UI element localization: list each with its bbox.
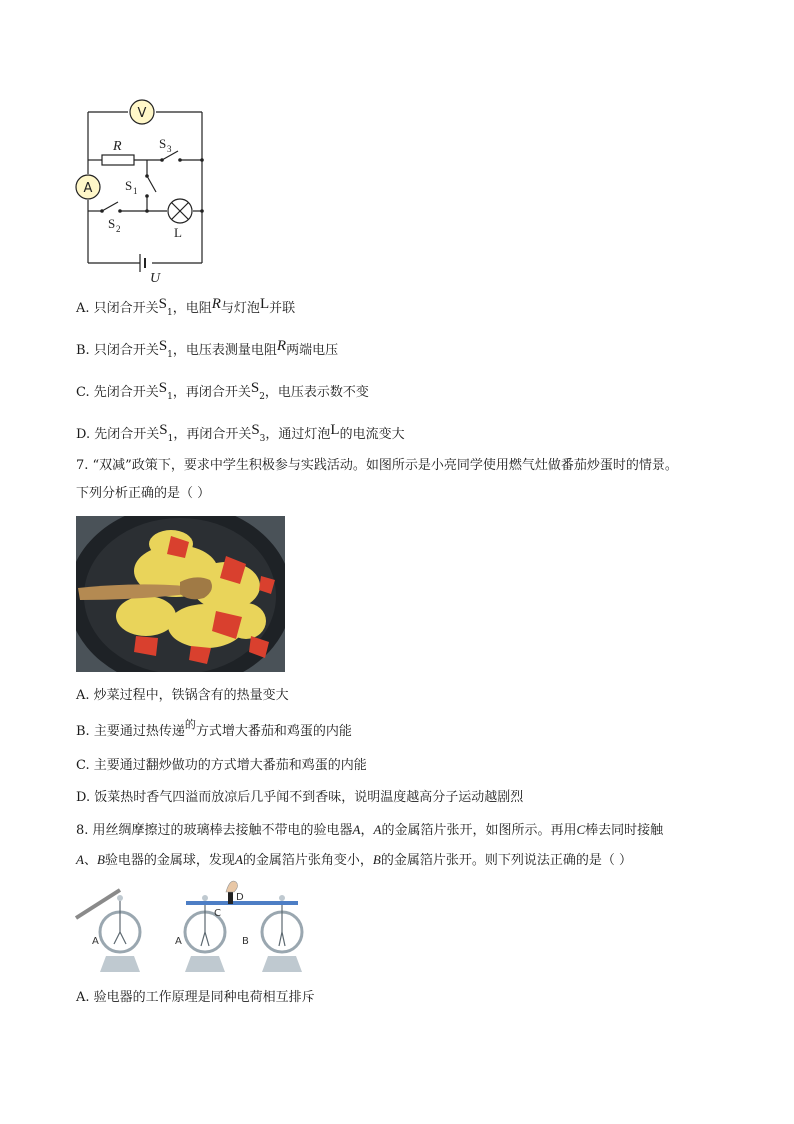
s2-sub: 2 — [116, 224, 121, 234]
q6-option-b: B. 只闭合开关$S_1$，电压表测量电阻R两端电压 — [76, 338, 339, 360]
label-a1: A — [92, 936, 99, 947]
q6-option-c: C. 先闭合开关$S_1$，再闭合开关$S_2$，电压表示数不变 — [76, 380, 369, 402]
q6-option-d: D. 先闭合开关$S_1$，再闭合开关$S_3$，通过灯泡L的电流变大 — [76, 422, 405, 444]
s3-label: S — [159, 136, 167, 151]
q7-option-b: B. 主要通过热传递$^的$方式增大番茄和鸡蛋的内能 — [76, 718, 352, 739]
q7-option-d: D. 饭菜热时香气四溢而放凉后几乎闻不到香味，说明温度越高分子运动越剧烈 — [76, 790, 524, 805]
ammeter-label: A — [83, 181, 93, 196]
q7-option-c: C. 主要通过翻炒做功的方式增大番茄和鸡蛋的内能 — [76, 758, 367, 773]
q6-option-a: A. 只闭合开关$S_1$，电阻R与灯泡L并联 — [76, 296, 296, 318]
s1-sub: 1 — [133, 186, 138, 196]
label-a2: A — [175, 936, 182, 947]
label-d: D — [236, 892, 244, 903]
q7-option-a: A. 炒菜过程中，铁锅含有的热量变大 — [76, 688, 289, 703]
lamp-label: L — [174, 225, 182, 240]
resistor-label: R — [113, 139, 122, 154]
label-b: B — [242, 936, 249, 947]
cooking-photo — [76, 516, 285, 672]
s1-label: S — [125, 178, 133, 193]
q7-stem-line2: 下列分析正确的是（ ） — [76, 486, 211, 501]
q8-stem-line1: 8. 用丝绸摩擦过的玻璃棒去接触不带电的验电器A，A的金属箔片张开，如图所示。再用C棒去同时接触 — [76, 822, 664, 838]
s2-label: S — [108, 216, 116, 231]
q8-option-a: A. 验电器的工作原理是同种电荷相互排斥 — [76, 990, 315, 1005]
electroscope-diagram — [72, 870, 312, 982]
label-c: C — [214, 908, 221, 919]
s3-sub: 3 — [167, 144, 172, 154]
voltmeter-label: V — [137, 106, 147, 121]
source-label: U — [150, 271, 161, 286]
q7-stem-line1: 7. “双减”政策下，要求中学生积极参与实践活动。如图所示是小亮同学使用燃气灶做番茄炒蛋时的情景。 — [76, 458, 678, 473]
q8-stem-line2: A、B验电器的金属球，发现A的金属箔片张角变小，B的金属箔片张开。则下列说法正确的是（ ） — [76, 852, 632, 868]
circuit-diagram — [72, 96, 222, 286]
